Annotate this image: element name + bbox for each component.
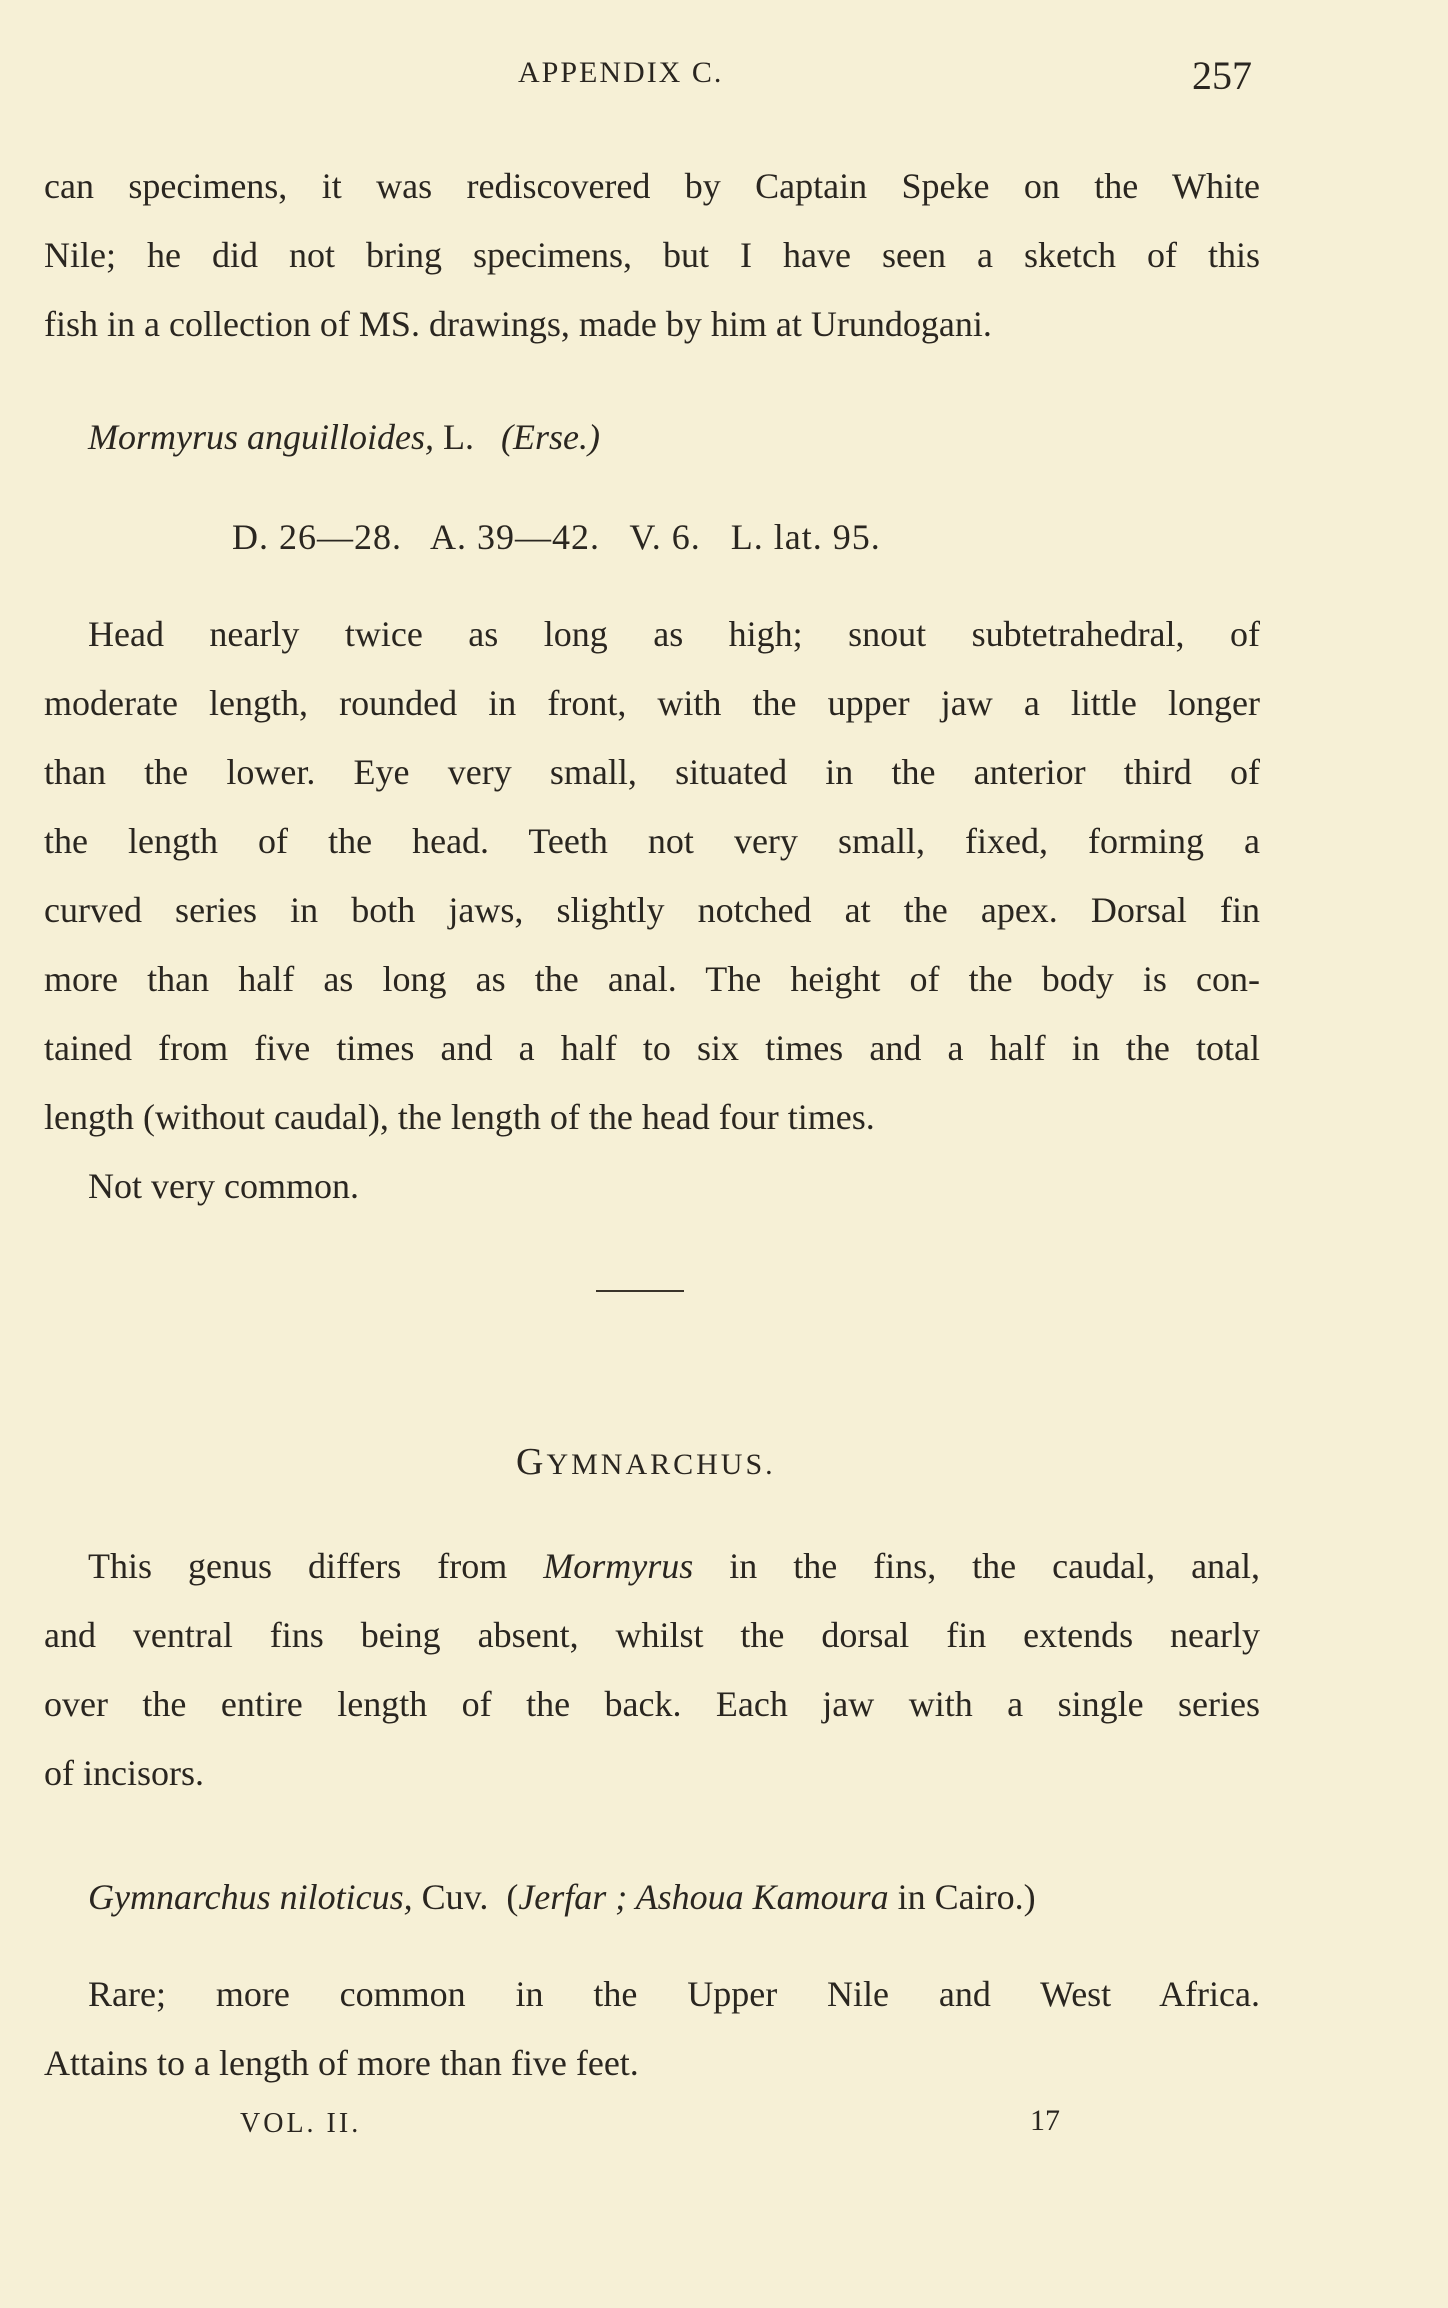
text-line: tained from five times and a half to six times and a half in the total: [44, 1028, 1260, 1068]
species-author: L.: [443, 417, 474, 457]
species-name: Mormyrus anguilloides,: [88, 417, 434, 457]
genus-heading-rest: YMNARCHUS.: [546, 1448, 776, 1481]
species-local-names: Jerfar ; Ashoua Kamoura: [518, 1877, 889, 1917]
text-segment: in the fins, the caudal, anal,: [729, 1546, 1261, 1586]
text-line: Head nearly twice as long as high; snout subtetrahedral, of: [88, 614, 1260, 654]
genus-italic: Mormyrus: [543, 1546, 694, 1586]
text-line: and ventral fins being absent, whilst the dorsal fin extends nearly: [44, 1615, 1260, 1655]
text-line: Attains to a length of more than five feet.: [44, 2043, 639, 2083]
running-head: APPENDIX C.: [518, 56, 724, 89]
footer-volume: VOL. II.: [240, 2108, 362, 2139]
paragraph-continuation: [44, 152, 1260, 359]
text-line: fish in a collection of MS. drawings, made by him at Urundogani.: [44, 304, 992, 344]
text-line: Rare; more common in the Upper Nile and West Africa.: [88, 1974, 1260, 2014]
species-heading-gymnarchus: [88, 1876, 1036, 1918]
section-divider: [596, 1290, 684, 1292]
text-line: [44, 1532, 1260, 1601]
fin-formula: D. 26—28. A. 39—42. V. 6. L. lat. 95.: [232, 517, 881, 557]
paragraph-note: [44, 1152, 1260, 1221]
paragraph-description: [44, 600, 1260, 1152]
page-number: 257: [1192, 53, 1252, 98]
text-line: the length of the head. Teeth not very small, fixed, forming a: [44, 821, 1260, 861]
species-local-suffix: in Cairo.): [897, 1877, 1036, 1917]
page-header: [0, 52, 1448, 102]
paragraph-range: [44, 1960, 1260, 2098]
text-line: curved series in both jaws, slightly notched at the apex. Dorsal fin: [44, 890, 1260, 930]
text-line: can specimens, it was rediscovered by Captain Speke on the White: [44, 166, 1260, 206]
paragraph-genus: [44, 1532, 1260, 1808]
text-line: of incisors.: [44, 1753, 204, 1793]
text-line: more than half as long as the anal. The height of the body is con-: [44, 959, 1260, 999]
species-heading-mormyrus: [88, 416, 600, 458]
text-line: over the entire length of the back. Each jaw with a single series: [44, 1684, 1260, 1724]
text-line: Nile; he did not bring specimens, but I have seen a sketch of this: [44, 235, 1260, 275]
paren-open: (: [506, 1877, 519, 1917]
species-author: Cuv.: [421, 1877, 489, 1917]
text-line: Not very common.: [88, 1166, 359, 1206]
species-common-name: (Erse.): [501, 417, 600, 457]
text-segment: This genus differs from: [88, 1546, 508, 1586]
genus-heading-initial: G: [516, 1441, 547, 1483]
text-line: length (without caudal), the length of the head four times.: [44, 1097, 875, 1137]
footer-signature: 17: [1030, 2104, 1060, 2137]
genus-heading: [516, 1440, 776, 1484]
species-name: Gymnarchus niloticus,: [88, 1877, 413, 1917]
text-line: moderate length, rounded in front, with the upper jaw a little longer: [44, 683, 1260, 723]
text-line: than the lower. Eye very small, situated in the anterior third of: [44, 752, 1260, 792]
